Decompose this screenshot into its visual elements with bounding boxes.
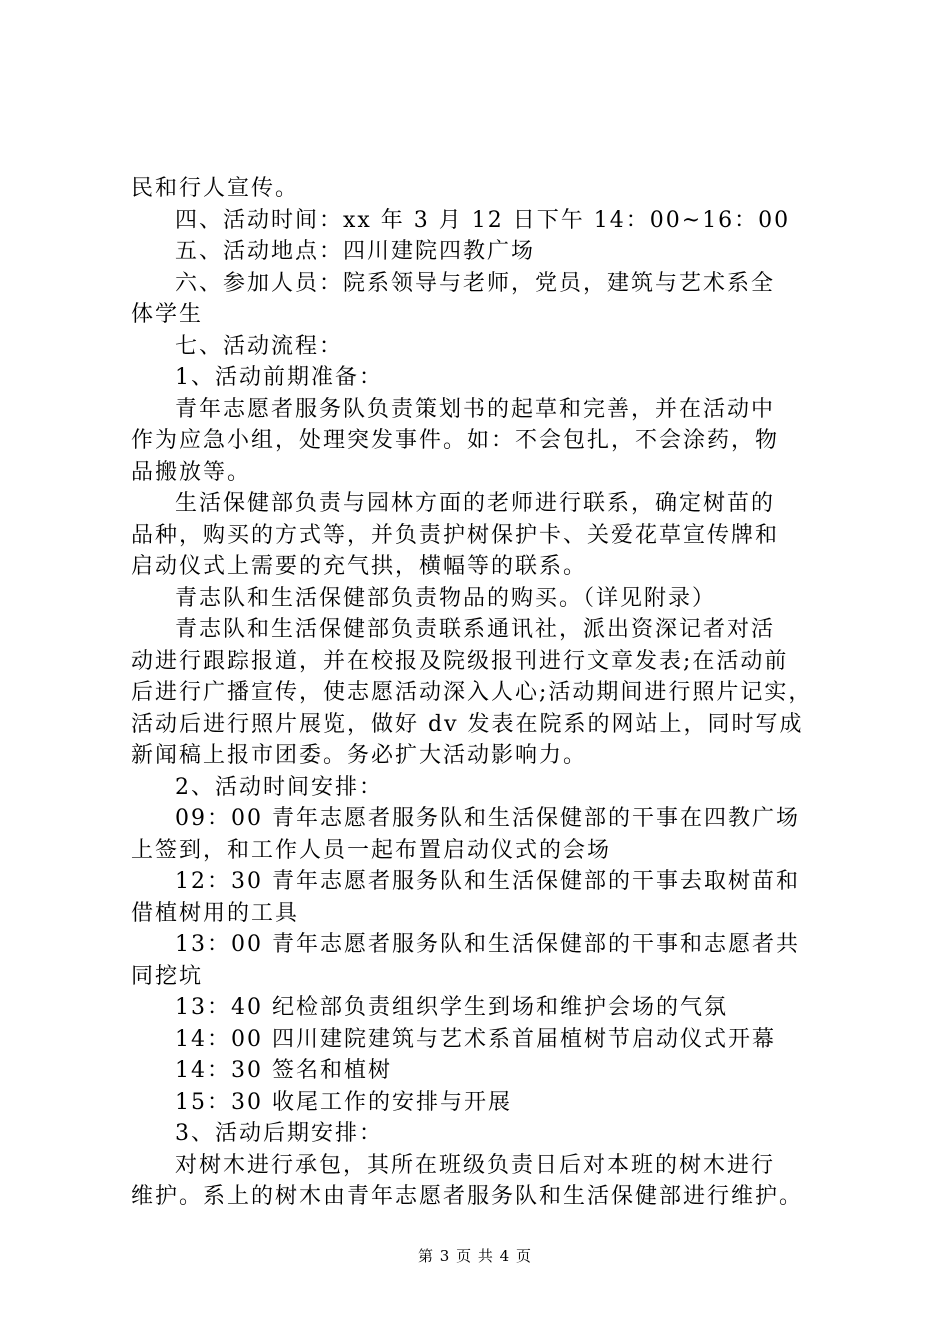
text-line: 对树木进行承包，其所在班级负责日后对本班的树木进行 bbox=[175, 1153, 776, 1178]
text-line: 青志队和生活保健部负责物品的购买。（详见附录） bbox=[175, 586, 717, 611]
text-line: 15：30 收尾工作的安排与开展 bbox=[175, 1090, 512, 1115]
text-line: 品种，购买的方式等，并负责护树保护卡、关爱花草宣传牌和 bbox=[131, 523, 780, 548]
text-line: 3、活动后期安排： bbox=[175, 1121, 383, 1146]
text-line: 1、活动前期准备： bbox=[175, 365, 383, 390]
text-line: 14：30 签名和植树 bbox=[175, 1058, 392, 1083]
text-line: 13：40 纪检部负责组织学生到场和维护会场的气氛 bbox=[175, 995, 728, 1020]
text-line: 作为应急小组，处理突发事件。如：不会包扎，不会涂药，物 bbox=[131, 428, 780, 453]
text-line: 上签到，和工作人员一起布置启动仪式的会场 bbox=[131, 838, 612, 863]
text-line: 体学生 bbox=[131, 302, 204, 327]
text-line: 12：30 青年志愿者服务队和生活保健部的干事去取树苗和 bbox=[175, 869, 800, 894]
text-line: 六、参加人员：院系领导与老师，党员，建筑与艺术系全 bbox=[175, 271, 776, 296]
text-line: 四、活动时间：xx 年 3 月 12 日下午 14：00~16：00 bbox=[175, 208, 791, 233]
text-line: 13：00 青年志愿者服务队和生活保健部的干事和志愿者共 bbox=[175, 932, 800, 957]
text-line: 动进行跟踪报道，并在校报及院级报刊进行文章发表;在活动前 bbox=[131, 649, 789, 674]
text-line: 同挖坑 bbox=[131, 964, 204, 989]
text-line: 启动仪式上需要的充气拱，横幅等的联系。 bbox=[131, 554, 588, 579]
text-line: 青年志愿者服务队负责策划书的起草和完善，并在活动中 bbox=[175, 397, 776, 422]
text-line: 新闻稿上报市团委。务必扩大活动影响力。 bbox=[131, 743, 588, 768]
text-line: 五、活动地点：四川建院四教广场 bbox=[175, 239, 536, 264]
text-line: 后进行广播宣传，使志愿活动深入人心;活动期间进行照片记实， bbox=[131, 680, 813, 705]
text-line: 14：00 四川建院建筑与艺术系首届植树节启动仪式开幕 bbox=[175, 1027, 776, 1052]
text-line: 活动后进行照片展览，做好 dv 发表在院系的网站上，同时写成 bbox=[131, 712, 804, 737]
text-line: 青志队和生活保健部负责联系通讯社，派出资深记者对活 bbox=[175, 617, 776, 642]
text-line: 民和行人宣传。 bbox=[131, 176, 300, 201]
page-number: 第 3 页 共 4 页 bbox=[418, 1247, 532, 1265]
text-line: 品搬放等。 bbox=[131, 460, 252, 485]
text-line: 借植树用的工具 bbox=[131, 901, 300, 926]
text-line: 七、活动流程： bbox=[175, 334, 344, 359]
text-line: 维护。系上的树木由青年志愿者服务队和生活保健部进行维护。 bbox=[131, 1184, 804, 1209]
text-line: 09：00 青年志愿者服务队和生活保健部的干事在四教广场 bbox=[175, 806, 800, 831]
text-line: 2、活动时间安排： bbox=[175, 775, 383, 800]
text-line: 生活保健部负责与园林方面的老师进行联系，确定树苗的 bbox=[175, 491, 776, 516]
